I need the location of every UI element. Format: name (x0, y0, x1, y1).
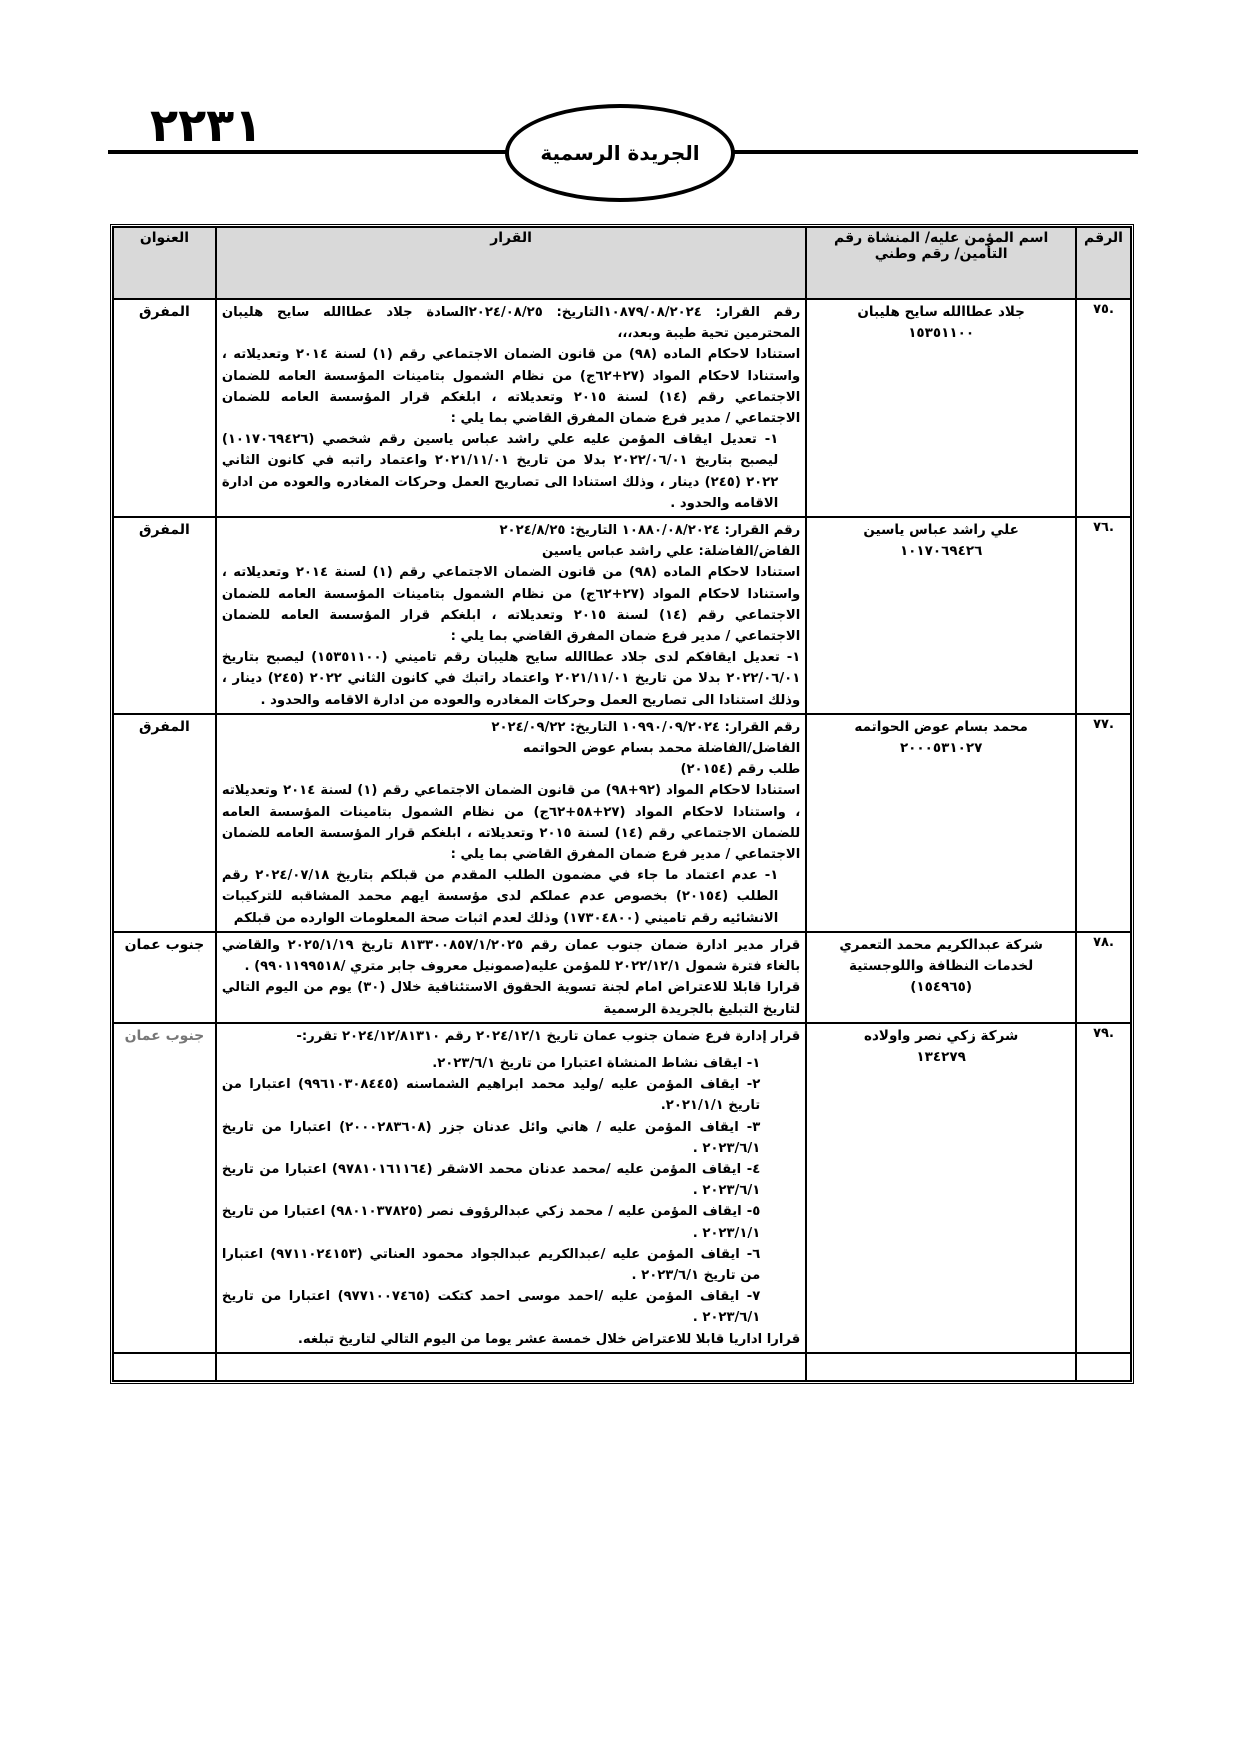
row-number: .٧٩ (1076, 1023, 1131, 1353)
spacer-cell (806, 1353, 1076, 1381)
decision-cell (216, 714, 806, 932)
address-cell: المفرق (113, 517, 216, 714)
decision-item: ١- عدم اعتماد ما جاء في مضمون الطلب المقدم من قبلكم بتاريخ ٢٠٢٤/٠٧/١٨ رقم الطلب (٢٠١٥٤) بخصوص عدم عملكم لدى مؤسسة ايهم محمد المشاقبه للتركيبات الانشائيه رقم تاميني (١٧٣٠٤٨٠٠) وذلك لعدم اثبات صحة المعلومات الوارده من قبلكم (221, 868, 779, 926)
insured-id: (١٥٤٩٦٥) (910, 978, 973, 995)
decision-line: استنادا لاحكام المواد (٩٢+٩٨) من قانون الضمان الاجتماعي رقم (١) لسنة ٢٠١٤ وتعديلاته ، واستنادا لاحكام المواد (٢٧+٥٨+٦٢ج) من نظام الشمول بتامينات المؤسسة العامه للضمان الاجتماعي رقم (١٤) لسنة ٢٠١٥ وتعديلاته ، ابلغكم قرار المؤسسة العامه للضمان الاجتماعي / مدير فرع ضمان المفرق القاضي بما يلي : (221, 783, 801, 863)
decision-item: ٦- ايقاف المؤمن عليه /عبدالكريم عبدالجواد محمود العناتي (٩٧١١٠٢٤١٥٣) اعتبارا من تاريخ ٢٠٢٣/٦/١ . (221, 1246, 761, 1283)
header-number: الرقم (1076, 227, 1131, 299)
insured-id: ١٥٣٥١١٠٠ (908, 325, 975, 341)
insured-name: شركة زكي نصر واولاده (864, 1027, 1019, 1044)
insured-name: محمد بسام عوض الحواتمه (854, 718, 1028, 735)
insured-name: شركة عبدالكريم محمد التعمري لخدمات النظافة واللوجستية (839, 936, 1043, 974)
decision-cell (216, 299, 806, 517)
page-number: ٢٢٣١ (150, 98, 263, 152)
decision-item: ٣- ايقاف المؤمن عليه / هاني وائل عدنان جزر (٢٠٠٠٢٨٣٦٠٨) اعتبارا من تاريخ ٢٠٢٣/٦/١ . (221, 1119, 761, 1156)
address-cell: جنوب عمان (113, 932, 216, 1023)
insured-cell (806, 714, 1076, 932)
spacer-cell (113, 1353, 216, 1381)
table-row (113, 1023, 1131, 1353)
decision-line: رقم القرار: ١٠٨٧٩/٠٨/٢٠٢٤التاريخ: ٢٠٢٤/٠٨/٢٥السادة جلاد عطاالله سايح هليبان المحترمين تحية طيبة وبعد،،، (221, 305, 801, 342)
decision-list (222, 1053, 800, 1329)
decision-cell (216, 1023, 806, 1353)
table-row (113, 299, 1131, 517)
insured-cell (806, 299, 1076, 517)
address-cell: جنوب عمان (113, 1023, 216, 1353)
row-number: .٧٧ (1076, 714, 1131, 932)
decision-line: قرار إدارة فرع ضمان جنوب عمان تاريخ ٢٠٢٤/١٢/١ رقم ٢٠٢٤/١٢/٨١٣١٠ تقرر:- (296, 1028, 801, 1044)
decision-cell (216, 517, 806, 714)
header-name: اسم المؤمن عليه/ المنشاة رقم التأمين/ رقم وطني (806, 227, 1076, 299)
decisions-table (110, 224, 1134, 1384)
header-decision: القرار (216, 227, 806, 299)
decision-line: استنادا لاحكام الماده (٩٨) من قانون الضمان الاجتماعي رقم (١) لسنة ٢٠١٤ وتعديلاته ، واستنادا لاحكام المواد (٢٧+٦٢ج) من نظام الشمول بتامينات المؤسسة العامه للضمان الاجتماعي رقم (١٤) لسنة ٢٠١٥ وتعديلاته ، ابلغكم قرار المؤسسة العامه للضمان الاجتماعي / مدير فرع ضمان المفرق القاضي بما يلي : (221, 565, 801, 645)
insured-cell (806, 517, 1076, 714)
table-row (113, 714, 1131, 932)
table-row (113, 932, 1131, 1023)
decision-item: ٥- ايقاف المؤمن عليه / محمد زكي عبدالرؤوف نصر (٩٨٠١٠٣٧٨٢٥) اعتبارا من تاريخ ٢٠٢٣/١/١ . (221, 1204, 761, 1241)
row-number: .٧٥ (1076, 299, 1131, 517)
decision-line: الفاض/الفاضلة: علي راشد عباس ياسين (542, 544, 801, 560)
decision-line: قرارا قابلا للاعتراض امام لجنة تسوية الحقوق الاستئنافية خلال (٣٠) يوم من اليوم التالي لتاريخ التبليغ بالجريدة الرسمية (221, 980, 801, 1017)
insured-id: ١٣٤٢٧٩ (916, 1048, 966, 1065)
insured-name: علي راشد عباس ياسين (863, 522, 1019, 539)
insured-id: ١٠١٧٠٦٩٤٢٦ (899, 543, 983, 560)
row-number: .٧٦ (1076, 517, 1131, 714)
decision-line: استنادا لاحكام الماده (٩٨) من قانون الضمان الاجتماعي رقم (١) لسنة ٢٠١٤ وتعديلاته ، واستنادا لاحكام المواد (٢٧+٦٢ج) من نظام الشمول بتامينات المؤسسة العامه للضمان الاجتماعي رقم (١٤) لسنة ٢٠١٥ وتعديلاته ، ابلغكم قرار المؤسسة العامه للضمان الاجتماعي / مدير فرع ضمان المفرق القاضي بما يلي : (221, 347, 801, 427)
row-number: .٧٨ (1076, 932, 1131, 1023)
table-spacer-row (113, 1353, 1131, 1381)
decision-line: الفاضل/الفاضلة محمد بسام عوض الحواتمه (522, 741, 801, 757)
header-address: العنوان (113, 227, 216, 299)
decision-cell (216, 932, 806, 1023)
insured-cell (806, 1023, 1076, 1353)
decision-item: ١- تعديل ايقاف المؤمن عليه علي راشد عباس ياسين رقم شخصي (١٠١٧٠٦٩٤٢٦) ليصبح بتاريخ ٢٠٢٢/٠٦/٠١ بدلا من تاريخ ٢٠٢١/١١/٠١ واعتماد راتبه في كانون الثاني ٢٠٢٢ (٢٤٥) دينار ، وذلك استنادا الى تصاريح العمل وحركات المغادره والعوده من ادارة الاقامه والحدود . (221, 432, 779, 511)
decision-item: ٧- ايقاف المؤمن عليه /احمد موسى احمد كتكت (٩٧٧١٠٠٧٤٦٥) اعتبارا من تاريخ ٢٠٢٣/٦/١ . (221, 1289, 761, 1326)
insured-id: ٢٠٠٠٥٣١٠٢٧ (899, 739, 983, 756)
decision-line: رقم القرار: ١٠٩٩٠/٠٩/٢٠٢٤ التاريخ: ٢٠٢٤/٠٩/٢٢ (491, 719, 801, 735)
address-cell: المفرق (113, 714, 216, 932)
insured-name: جلاد عطاالله سايح هليبان (857, 304, 1025, 320)
decision-item: ١- ايقاف نشاط المنشاة اعتبارا من تاريخ ٢٠٢٣/٦/١. (432, 1055, 761, 1071)
decision-item: ٤- ايقاف المؤمن عليه /محمد عدنان محمد الاشقر (٩٧٨١٠١٦١١٦٤) اعتبارا من تاريخ ٢٠٢٣/٦/١ . (221, 1161, 761, 1199)
gazette-title: الجريدة الرسمية (505, 104, 735, 202)
table-header-row (113, 227, 1131, 299)
decision-line: قرار مدير ادارة ضمان جنوب عمان رقم ٨١٣٣٠٠٨٥٧/١/٢٠٢٥ تاريخ ٢٠٢٥/١/١٩ والقاضي بالغاء فترة شمول ٢٠٢٢/١٢/١ للمؤمن عليه(صمونيل معروف جابر متري /٩٩٠١١٩٩٥١٨) . (221, 937, 801, 975)
decision-item: ٢- ايقاف المؤمن عليه /وليد محمد ابراهيم الشماسنه (٩٩٦١٠٣٠٨٤٤٥) اعتبارا من تاريخ ٢٠٢١/١/١. (221, 1077, 761, 1114)
decision-closing: قرارا اداريا قابلا للاعتراض خلال خمسة عشر يوما من اليوم التالي لتاريخ تبلغه. (297, 1331, 801, 1347)
insured-cell (806, 932, 1076, 1023)
table-row (113, 517, 1131, 714)
address-cell: المفرق (113, 299, 216, 517)
spacer-cell (1076, 1353, 1131, 1381)
spacer-cell (216, 1353, 806, 1381)
decision-line: رقم القرار: ١٠٨٨٠/٠٨/٢٠٢٤ التاريخ: ٢٠٢٤/٨/٢٥ (499, 523, 801, 539)
decision-item: ١- تعديل ايقافكم لدى جلاد عطاالله سايح هليبان رقم تاميني (١٥٣٥١١٠٠) ليصبح بتاريخ ٢٠٢٢/٠٦/٠١ بدلا من تاريخ ٢٠٢١/١١/٠١ واعتماد راتبك في كانون الثاني ٢٠٢٢ (٢٤٥) دينار ، وذلك استنادا الى تصاريح العمل وحركات المغادره والعوده من ادارة الاقامه والحدود . (221, 650, 801, 708)
decision-line: طلب رقم (٢٠١٥٤) (680, 762, 801, 778)
